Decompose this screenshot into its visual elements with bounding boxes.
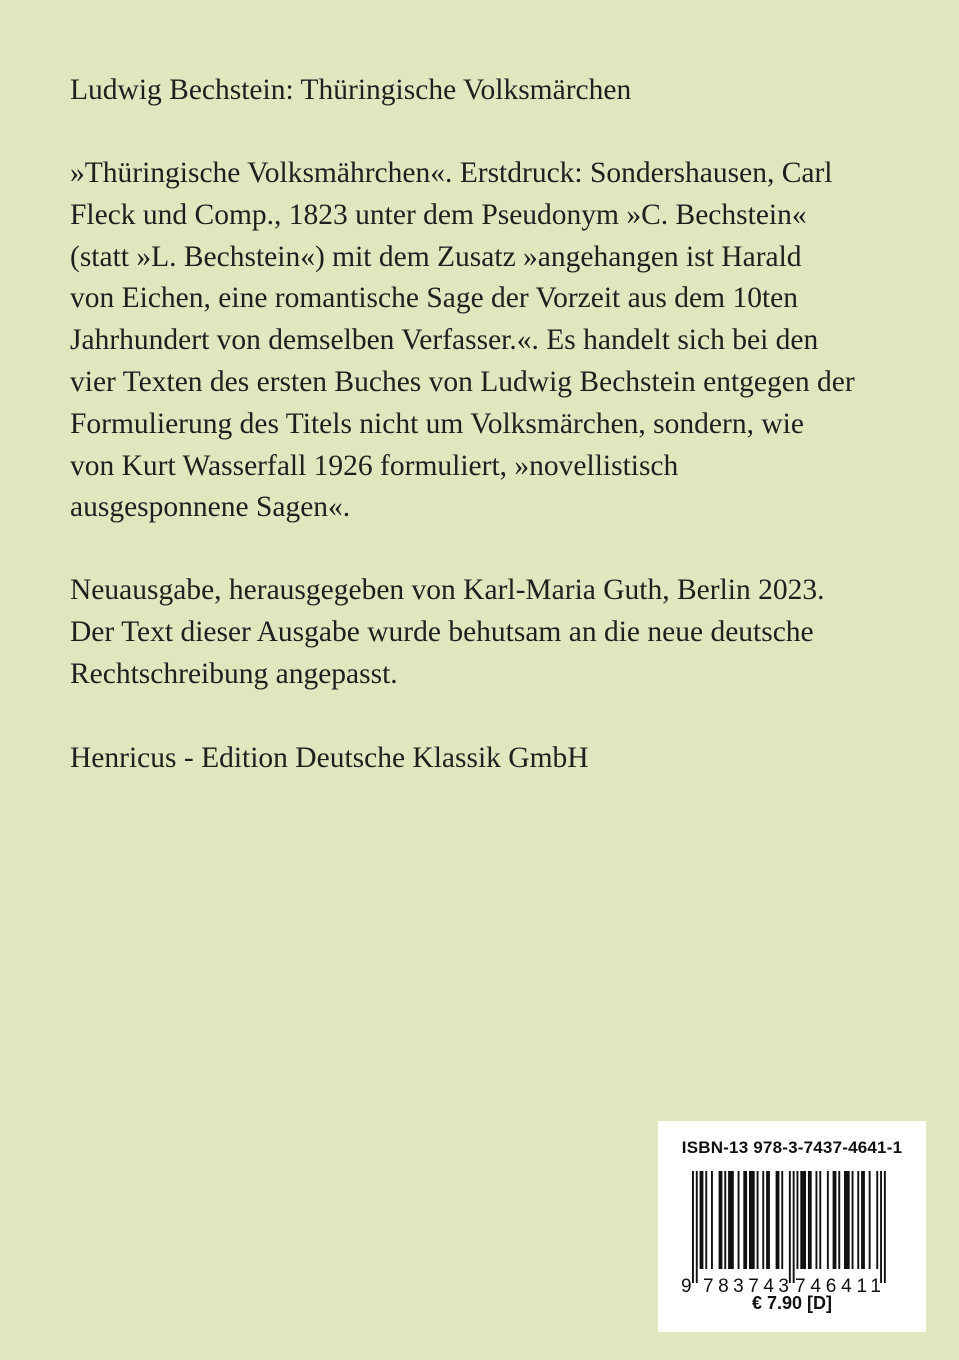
publisher-line: Henricus - Edition Deutsche Klassik GmbH (70, 742, 589, 774)
barcode-bar (884, 1171, 886, 1283)
barcode-bar (781, 1171, 783, 1269)
description-paragraph (70, 153, 900, 529)
barcode-bar (757, 1171, 759, 1269)
barcode-bar (719, 1171, 723, 1269)
description-line: Fleck und Comp., 1823 unter dem Pseudonym »C. Bechstein« (70, 198, 807, 231)
description-line: Jahrhundert von demselben Verfasser.«. Es handelt sich bei den (70, 324, 819, 357)
barcode-bar (776, 1171, 780, 1269)
edition-note-line: Rechtschreibung angepasst. (70, 657, 398, 690)
barcode-bar (869, 1171, 871, 1269)
edition-note-line: Neuausgabe, herausgegeben von Karl-Maria Guth, Berlin 2023. (70, 574, 825, 606)
barcode-left-digits: 783743 (703, 1276, 789, 1295)
barcode-bar (749, 1171, 755, 1269)
barcode-bar (696, 1171, 698, 1283)
barcode-bar (793, 1171, 795, 1283)
barcode-bar (762, 1171, 764, 1269)
barcode-bar (700, 1171, 704, 1269)
barcode-bar (705, 1171, 707, 1269)
barcode-bar (797, 1171, 799, 1269)
barcode-bar (800, 1171, 806, 1269)
barcode-bar (728, 1171, 734, 1269)
description-line: Formulierung des Titels nicht um Volksmärchen, sondern, wie (70, 407, 804, 440)
barcode-bar (844, 1171, 850, 1269)
barcode-bar (789, 1171, 791, 1283)
price-label: € 7.90 [D] (751, 1293, 833, 1313)
description-line: von Kurt Wasserfall 1926 formuliert, »novellistisch (70, 449, 679, 482)
barcode-bar (857, 1171, 859, 1269)
barcode-right-digits: 746411 (795, 1276, 881, 1295)
barcode-bar (833, 1171, 837, 1269)
barcode-bar (766, 1171, 770, 1269)
description-line: »Thüringische Volksmährchen«. Erstdruck: Sondershausen, Carl (70, 157, 833, 189)
barcode-bar (880, 1171, 882, 1283)
barcode-bar (816, 1171, 818, 1269)
barcode-bar (692, 1171, 694, 1283)
description-line: von Eichen, eine romantische Sage der Vorzeit aus dem 10ten (70, 282, 798, 315)
description-line: ausgesponnene Sagen«. (70, 491, 351, 524)
barcode-bar (711, 1171, 713, 1269)
barcode-bar (861, 1171, 865, 1269)
barcode-bar (827, 1171, 829, 1269)
barcode-bar (738, 1171, 740, 1269)
description-line: vier Texten des ersten Buches von Ludwig Bechstein entgegen der (70, 365, 855, 398)
description-line: (statt »L. Bechstein«) mit dem Zusatz »angehangen ist Harald (70, 240, 802, 273)
barcode-bar (808, 1171, 812, 1269)
book-title-line: Ludwig Bechstein: Thüringische Volksmärchen (70, 74, 632, 106)
isbn-barcode-box (658, 1121, 926, 1332)
barcode-bar (743, 1171, 747, 1269)
barcode-bar (724, 1171, 726, 1269)
barcode (676, 1171, 908, 1295)
barcode-bar (838, 1171, 840, 1269)
edition-note-line: Der Text dieser Ausgabe wurde behutsam an die neue deutsche (70, 615, 814, 648)
barcode-lead-digit: 9 (681, 1276, 692, 1295)
barcode-bar (852, 1171, 854, 1269)
barcode-bar (876, 1171, 878, 1269)
barcode-bar (819, 1171, 821, 1269)
edition-note-paragraph (70, 570, 900, 695)
isbn-label: ISBN-13 978-3-7437-4641-1 (681, 1138, 903, 1157)
